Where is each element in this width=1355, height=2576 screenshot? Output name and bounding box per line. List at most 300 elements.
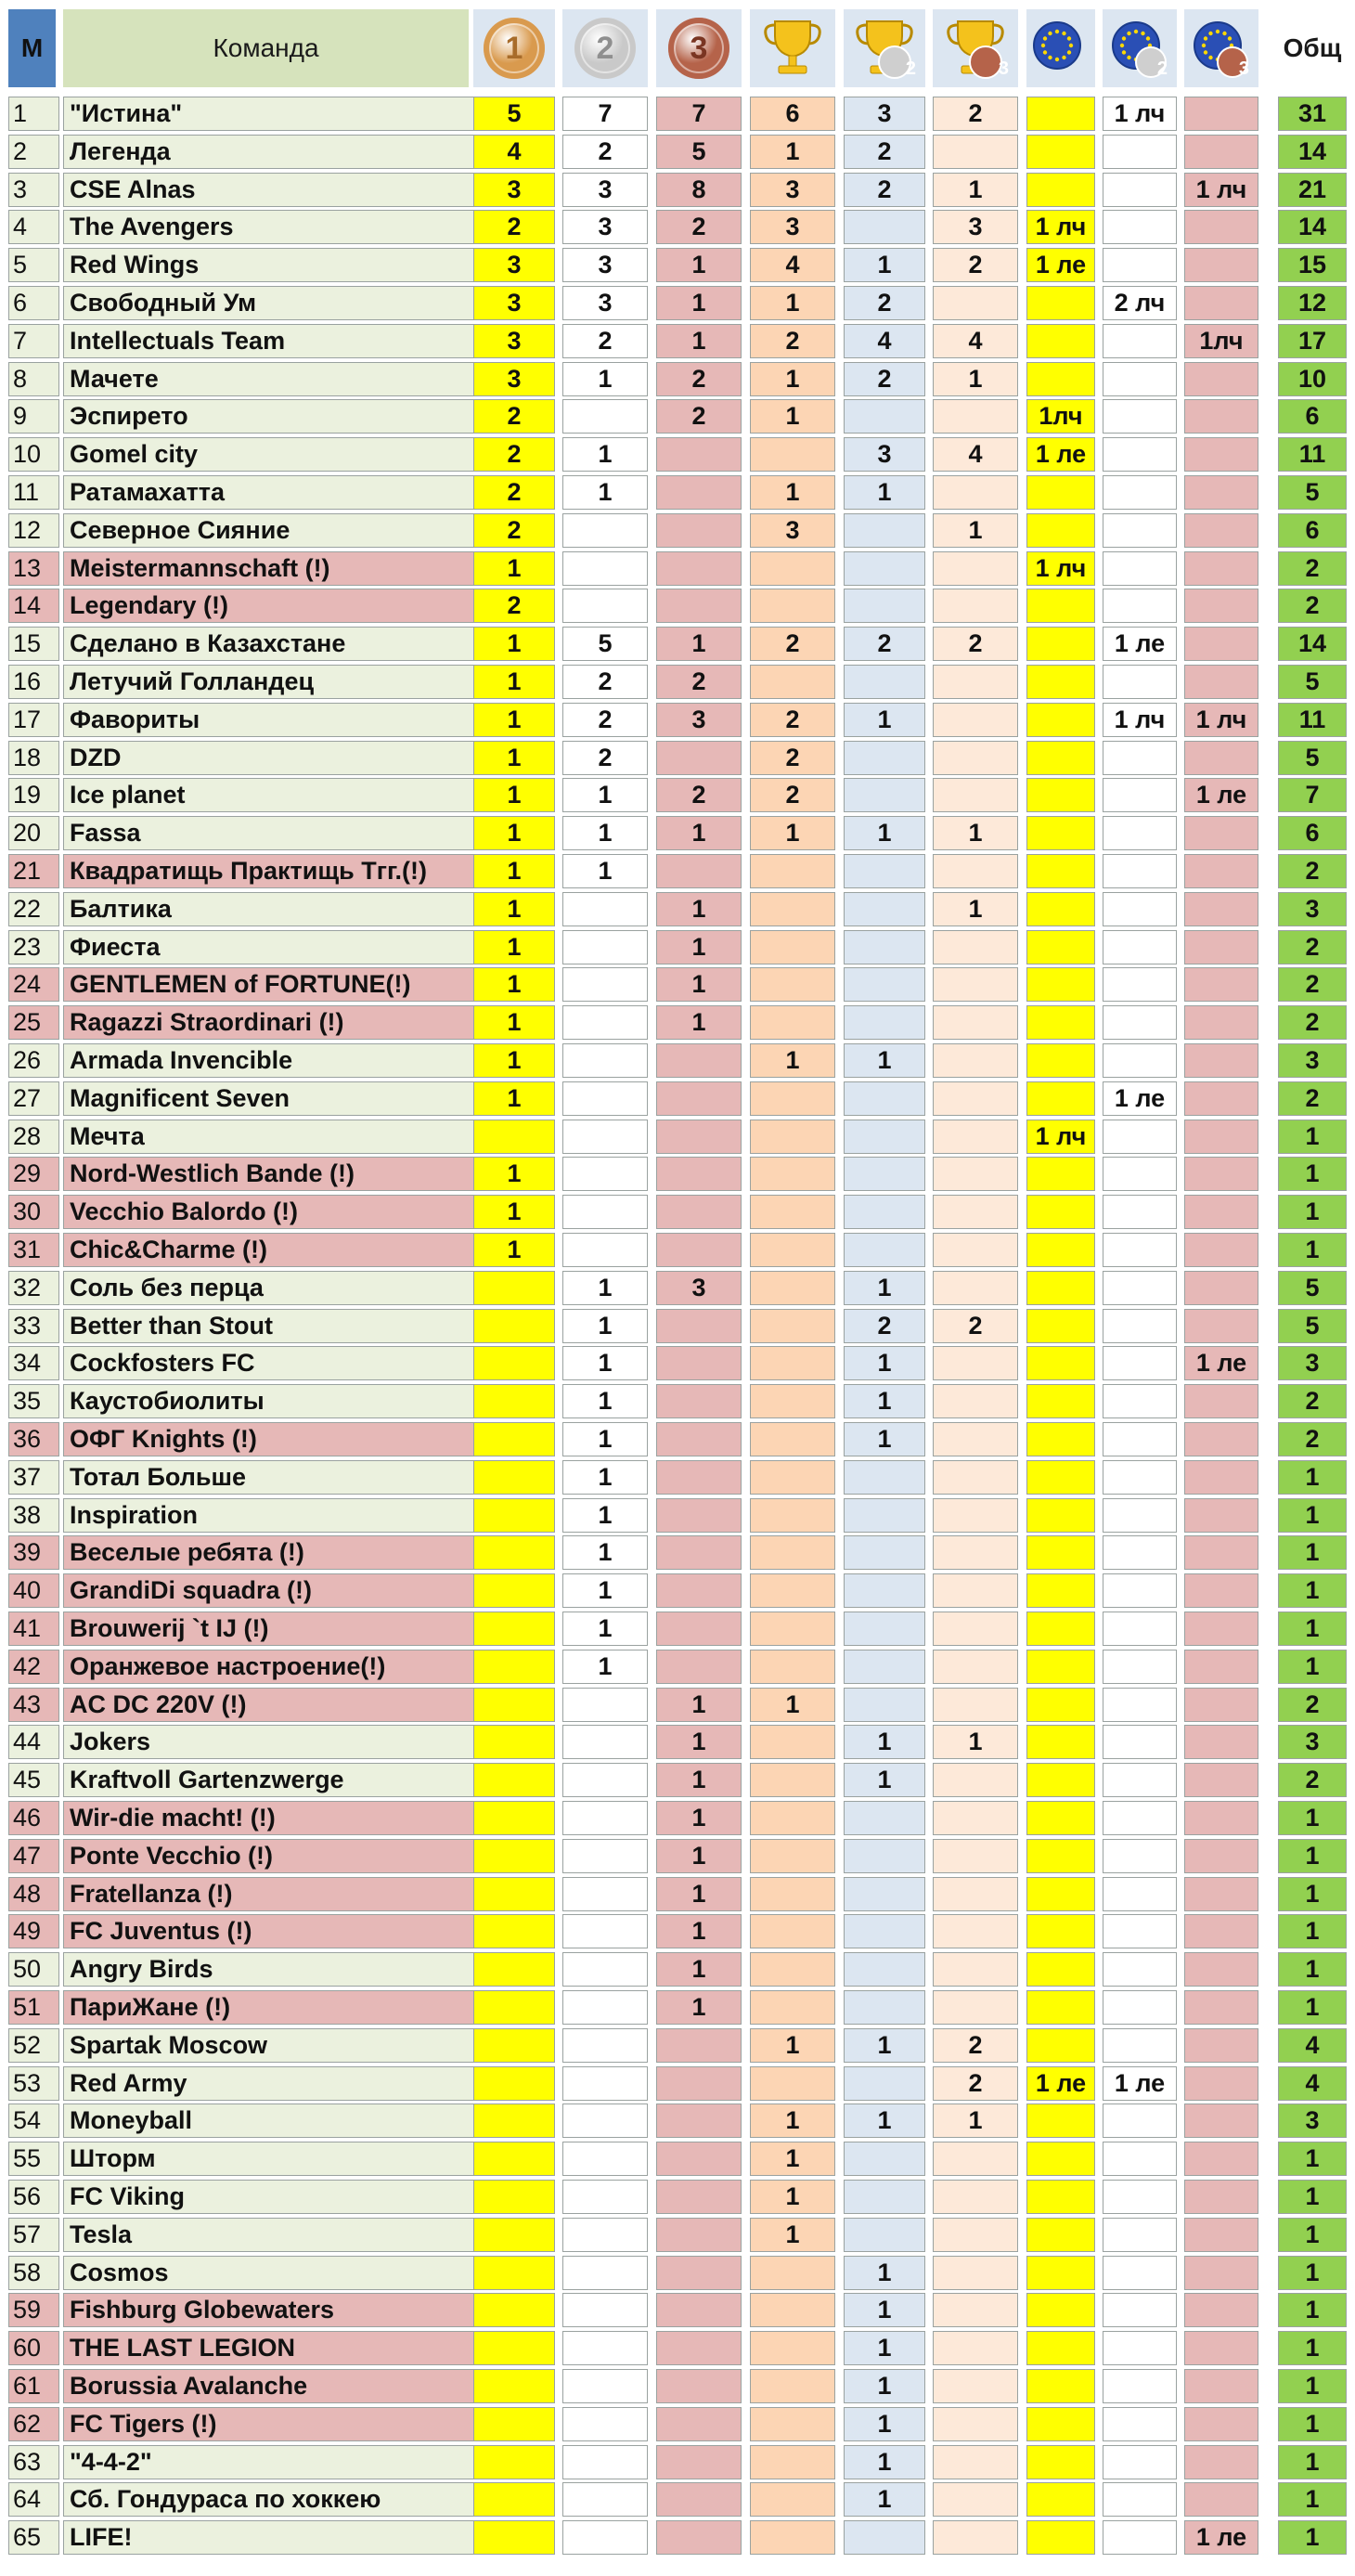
silver-count-cell [562,2331,648,2365]
euro-silver-label: 2 [1156,58,1168,79]
team-name-cell: CSE Alnas [63,173,478,207]
euro2-count-cell [1103,324,1177,358]
silver-count-cell [562,513,648,548]
cup2-count-cell: 1 [844,1725,925,1759]
total-cell: 4 [1278,2028,1347,2063]
cup-count-cell [750,1309,835,1343]
cup3-count-cell: 1 [933,513,1018,548]
total-cell: 1 [1278,2218,1347,2252]
total-cell: 5 [1278,665,1347,699]
gold-count-cell: 1 [473,703,555,737]
team-name-cell: Сб. Гондураса по хоккею [63,2482,478,2517]
cup3-count-cell [933,2218,1018,2252]
cup3-count-cell [933,2369,1018,2403]
euro-count-cell [1026,2218,1095,2252]
cup-count-cell [750,2445,835,2479]
total-cell: 2 [1278,1763,1347,1797]
euro-count-cell [1026,1498,1095,1533]
cup3-count-cell: 3 [933,210,1018,244]
gold-count-cell: 1 [473,778,555,812]
euro-count-cell [1026,1801,1095,1835]
gold-count-cell [473,1120,555,1154]
silver-count-cell [562,2142,648,2176]
bronze-count-cell [656,1422,742,1456]
cup-count-cell: 2 [750,741,835,775]
gold-count-cell: 2 [473,437,555,472]
silver-count-cell [562,589,648,623]
cup3-count-cell: 4 [933,437,1018,472]
euro-count-cell [1026,1005,1095,1040]
euro-count-cell [1026,2369,1095,2403]
euro2-count-cell: 1 ле [1103,2066,1177,2101]
silver-count-cell: 2 [562,703,648,737]
gold-count-cell: 1 [473,967,555,1002]
bronze-count-cell [656,1498,742,1533]
rank-cell: 51 [8,1990,59,2025]
team-name-cell: Веселые ребята (!) [63,1535,478,1570]
euro2-count-cell [1103,1422,1177,1456]
cup3-count-cell [933,2331,1018,2365]
euro2-count-cell [1103,1688,1177,1722]
cup-count-cell: 3 [750,210,835,244]
euro2-count-cell [1103,1195,1177,1229]
euro3-count-cell [1184,2445,1258,2479]
silver-count-cell [562,1688,648,1722]
euro2-count-cell [1103,2520,1177,2555]
cup2-count-cell [844,854,925,888]
total-cell: 5 [1278,741,1347,775]
rank-cell: 15 [8,627,59,661]
euro3-count-cell [1184,2028,1258,2063]
euro2-count-cell [1103,1763,1177,1797]
team-name-cell: Tesla [63,2218,478,2252]
cup3-count-cell [933,1157,1018,1191]
cup3-count-cell [933,1839,1018,1873]
cup-count-cell [750,930,835,964]
cup3-count-cell [933,1688,1018,1722]
total-cell: 3 [1278,1725,1347,1759]
silver-count-cell [562,1877,648,1911]
cup-count-cell [750,1498,835,1533]
euro-count-cell [1026,967,1095,1002]
cup2-count-cell: 1 [844,1271,925,1305]
silver-count-cell [562,1763,648,1797]
team-name-cell: Intellectuals Team [63,324,478,358]
cup2-count-cell: 1 [844,2331,925,2365]
silver-count-cell [562,2066,648,2101]
bronze-count-cell: 2 [656,210,742,244]
cup2-count-cell: 1 [844,1043,925,1078]
gold-count-cell [473,2180,555,2214]
euro2-count-cell [1103,1535,1177,1570]
euro2-count-cell [1103,2369,1177,2403]
bronze-count-cell [656,2482,742,2517]
total-cell: 2 [1278,589,1347,623]
cup-count-cell [750,1839,835,1873]
bronze-medal-header [656,9,742,87]
cup3-count-cell: 2 [933,97,1018,131]
bronze-count-cell: 1 [656,892,742,926]
total-cell: 2 [1278,1422,1347,1456]
team-name-cell: Fassa [63,816,478,850]
euro-count-cell [1026,1763,1095,1797]
euro-count-cell [1026,2520,1095,2555]
silver-count-cell [562,2520,648,2555]
bronze-count-cell: 1 [656,816,742,850]
euro2-count-cell [1103,1990,1177,2025]
team-name-cell: Kraftvoll Gartenzwerge [63,1763,478,1797]
euro2-count-cell [1103,892,1177,926]
cup3-count-cell [933,1914,1018,1948]
euro3-count-cell [1184,1688,1258,1722]
cup-count-cell [750,1725,835,1759]
silver-count-cell [562,1195,648,1229]
cup2-count-cell: 2 [844,362,925,396]
silver-count-cell: 1 [562,1498,648,1533]
rank-cell: 19 [8,778,59,812]
cup2-count-cell [844,2218,925,2252]
team-name-cell: Better than Stout [63,1309,478,1343]
gold-count-cell [473,1688,555,1722]
team-name-cell: Legendary (!) [63,589,478,623]
bronze-count-cell [656,1120,742,1154]
euro-count-cell [1026,1043,1095,1078]
gold-count-cell [473,1877,555,1911]
cup-count-cell [750,2293,835,2327]
euro2-count-cell [1103,1573,1177,1608]
euro-count-cell [1026,1384,1095,1418]
cup-count-cell [750,967,835,1002]
euro2-count-cell [1103,1650,1177,1684]
cup3-count-cell: 1 [933,173,1018,207]
total-cell: 1 [1278,1157,1347,1191]
cup-count-cell [750,2520,835,2555]
gold-count-cell: 2 [473,513,555,548]
cup-count-cell: 3 [750,513,835,548]
bronze-cup-icon [945,16,1006,81]
rank-cell: 49 [8,1914,59,1948]
cup3-count-cell [933,1043,1018,1078]
silver-count-cell [562,2028,648,2063]
silver-cup-header [844,9,925,87]
silver-count-cell [562,1914,648,1948]
rank-cell: 64 [8,2482,59,2517]
cup2-count-cell: 1 [844,1346,925,1380]
rank-cell: 4 [8,210,59,244]
gold-count-cell [473,1384,555,1418]
rank-cell: 13 [8,551,59,586]
euro3-count-cell [1184,854,1258,888]
gold-count-cell: 1 [473,1195,555,1229]
cup2-count-cell: 1 [844,2293,925,2327]
gold-count-cell [473,2028,555,2063]
total-cell: 1 [1278,2369,1347,2403]
total-cell: 11 [1278,437,1347,472]
silver-count-cell: 3 [562,173,648,207]
euro2-count-cell [1103,1877,1177,1911]
cup-count-cell [750,1005,835,1040]
bronze-count-cell [656,2445,742,2479]
cup2-count-cell [844,589,925,623]
euro3-count-cell: 1 лч [1184,703,1258,737]
gold-count-cell [473,2218,555,2252]
cup3-count-cell [933,135,1018,169]
euro-count-cell: 1лч [1026,399,1095,434]
cup2-count-cell [844,2520,925,2555]
cup3-count-cell [933,589,1018,623]
cup2-count-cell [844,1498,925,1533]
cup-count-cell [750,1460,835,1495]
euro2-count-cell [1103,1839,1177,1873]
cup3-count-cell [933,703,1018,737]
euro-count-cell [1026,778,1095,812]
team-name-cell: Тотал Больше [63,1460,478,1495]
total-cell: 1 [1278,1839,1347,1873]
team-name-cell: ОФГ Knights (!) [63,1422,478,1456]
euro3-count-cell [1184,967,1258,1002]
cup-count-cell [750,1195,835,1229]
silver-count-cell [562,1952,648,1987]
team-name-cell: Armada Invencible [63,1043,478,1078]
cup-count-cell [750,1233,835,1267]
total-cell: 1 [1278,1877,1347,1911]
rank-cell: 52 [8,2028,59,2063]
euro-count-cell [1026,1612,1095,1646]
rank-cell: 63 [8,2445,59,2479]
rank-cell: 6 [8,286,59,320]
cup-count-cell: 1 [750,1688,835,1722]
gold-count-cell [473,2293,555,2327]
euro3-count-cell [1184,1384,1258,1418]
team-name-cell: Ponte Vecchio (!) [63,1839,478,1873]
euro-count-cell [1026,362,1095,396]
total-cell: 1 [1278,1650,1347,1684]
bronze-count-cell [656,1195,742,1229]
total-cell: 1 [1278,1195,1347,1229]
cup2-count-cell [844,399,925,434]
total-cell: 5 [1278,1309,1347,1343]
bronze-count-cell: 8 [656,173,742,207]
euro2-count-cell [1103,2028,1177,2063]
total-cell: 12 [1278,286,1347,320]
euro3-count-cell: 1 ле [1184,778,1258,812]
euro3-count-cell [1184,665,1258,699]
cup3-count-cell [933,741,1018,775]
euro-count-cell [1026,475,1095,510]
cup3-count-cell [933,1346,1018,1380]
cup3-count-cell: 1 [933,1725,1018,1759]
total-cell: 14 [1278,135,1347,169]
total-cell: 2 [1278,1384,1347,1418]
euro2-count-cell [1103,1612,1177,1646]
cup-count-cell [750,1952,835,1987]
cup-count-cell [750,1346,835,1380]
cup3-count-cell: 1 [933,2104,1018,2138]
gold-count-cell [473,2256,555,2290]
euro2-count-cell [1103,1157,1177,1191]
team-name-cell: Fishburg Globewaters [63,2293,478,2327]
total-cell: 1 [1278,1952,1347,1987]
euro-bronze-header [1184,9,1258,87]
euro-bronze-label: 3 [1238,58,1249,79]
bronze-count-cell [656,2142,742,2176]
bronze-count-cell: 1 [656,286,742,320]
team-name-cell: FC Viking [63,2180,478,2214]
cup-count-cell: 1 [750,2028,835,2063]
total-cell: 6 [1278,399,1347,434]
euro2-count-cell [1103,1233,1177,1267]
euro-count-cell [1026,2445,1095,2479]
euro-count-cell [1026,1725,1095,1759]
cup3-count-cell [933,1233,1018,1267]
silver-count-cell [562,1839,648,1873]
cup2-count-cell [844,1952,925,1987]
cup2-count-cell [844,1460,925,1495]
euro3-count-cell [1184,2369,1258,2403]
euro3-count-cell [1184,1422,1258,1456]
euro3-count-cell [1184,1990,1258,2025]
bronze-count-cell [656,1535,742,1570]
team-name-cell: Легенда [63,135,478,169]
bronze-count-cell [656,1573,742,1608]
silver-count-cell [562,2180,648,2214]
rank-cell: 54 [8,2104,59,2138]
cup-count-cell [750,854,835,888]
bronze-count-cell: 1 [656,930,742,964]
euro3-count-cell [1184,1573,1258,1608]
cup-count-cell [750,1990,835,2025]
cup3-count-cell: 2 [933,627,1018,661]
silver-count-cell: 1 [562,1309,648,1343]
total-cell: 2 [1278,854,1347,888]
euro2-count-cell [1103,741,1177,775]
euro2-count-cell [1103,1725,1177,1759]
gold-count-cell [473,1573,555,1608]
cup-count-cell: 2 [750,627,835,661]
euro3-count-cell [1184,1839,1258,1873]
rank-cell: 27 [8,1081,59,1116]
cup-count-cell: 1 [750,286,835,320]
gold-count-cell [473,2445,555,2479]
euro3-count-cell [1184,892,1258,926]
cup3-count-cell [933,1005,1018,1040]
silver-count-cell [562,2407,648,2441]
euro2-count-cell [1103,2180,1177,2214]
rank-cell: 1 [8,97,59,131]
rank-cell: 33 [8,1309,59,1343]
cup-count-cell [750,2066,835,2101]
rank-cell: 56 [8,2180,59,2214]
bronze-count-cell: 7 [656,97,742,131]
silver-count-cell: 1 [562,437,648,472]
euro2-count-cell [1103,1120,1177,1154]
euro2-count-cell [1103,135,1177,169]
gold-count-cell [473,2407,555,2441]
gold-count-cell [473,1914,555,1948]
rank-cell: 22 [8,892,59,926]
cup2-count-cell [844,513,925,548]
silver-count-cell [562,930,648,964]
cup3-count-cell: 4 [933,324,1018,358]
cup3-count-cell [933,1612,1018,1646]
cup2-count-cell: 1 [844,1384,925,1418]
bronze-count-cell: 1 [656,1763,742,1797]
euro-count-cell [1026,627,1095,661]
cup3-count-cell [933,1573,1018,1608]
gold-count-cell: 1 [473,665,555,699]
euro-count-cell [1026,589,1095,623]
bronze-count-cell [656,1309,742,1343]
bronze-count-cell [656,2256,742,2290]
bronze-count-cell: 2 [656,399,742,434]
bronze-count-cell: 1 [656,1005,742,1040]
euro2-count-cell [1103,2445,1177,2479]
euro3-count-cell [1184,135,1258,169]
silver-count-cell [562,1043,648,1078]
silver-count-cell: 2 [562,135,648,169]
euro3-count-cell [1184,2104,1258,2138]
euro-count-cell [1026,2028,1095,2063]
silver-count-cell: 1 [562,1535,648,1570]
team-name-cell: Фиеста [63,930,478,964]
total-cell: 1 [1278,2331,1347,2365]
cup2-count-cell [844,1157,925,1191]
silver-count-cell: 1 [562,1612,648,1646]
rank-cell: 25 [8,1005,59,1040]
team-name-cell: Летучий Голландец [63,665,478,699]
gold-count-cell: 1 [473,1043,555,1078]
cup2-count-cell: 1 [844,816,925,850]
total-header-label: Общ [1283,33,1342,62]
euro3-count-cell [1184,1233,1258,1267]
team-name-cell: Meistermannschaft (!) [63,551,478,586]
rank-cell: 7 [8,324,59,358]
cup2-count-cell [844,1914,925,1948]
cup3-count-cell [933,2407,1018,2441]
bronze-count-cell: 2 [656,362,742,396]
bronze-count-cell: 1 [656,1877,742,1911]
cup3-count-cell [933,1081,1018,1116]
euro2-count-cell [1103,665,1177,699]
bronze-count-cell: 1 [656,1990,742,2025]
euro3-count-cell [1184,1195,1258,1229]
euro2-count-cell [1103,2104,1177,2138]
silver-count-cell [562,399,648,434]
euro2-count-cell [1103,2293,1177,2327]
team-name-cell: Cosmos [63,2256,478,2290]
total-cell: 3 [1278,1346,1347,1380]
euro-count-cell [1026,930,1095,964]
gold-count-cell [473,1346,555,1380]
silver-count-cell [562,551,648,586]
cup2-count-cell: 2 [844,627,925,661]
silver-count-cell: 5 [562,627,648,661]
euro2-count-cell [1103,1384,1177,1418]
cup3-count-cell [933,2445,1018,2479]
gold-count-cell: 2 [473,475,555,510]
silver-count-cell: 1 [562,1650,648,1684]
total-cell: 1 [1278,1914,1347,1948]
euro-count-cell [1026,816,1095,850]
silver-count-cell: 1 [562,475,648,510]
bronze-count-cell: 1 [656,324,742,358]
team-name-cell: FC Juventus (!) [63,1914,478,1948]
cup3-count-cell: 1 [933,816,1018,850]
rank-cell: 28 [8,1120,59,1154]
silver-count-cell [562,1990,648,2025]
euro2-count-cell [1103,2218,1177,2252]
rank-header [8,9,56,87]
